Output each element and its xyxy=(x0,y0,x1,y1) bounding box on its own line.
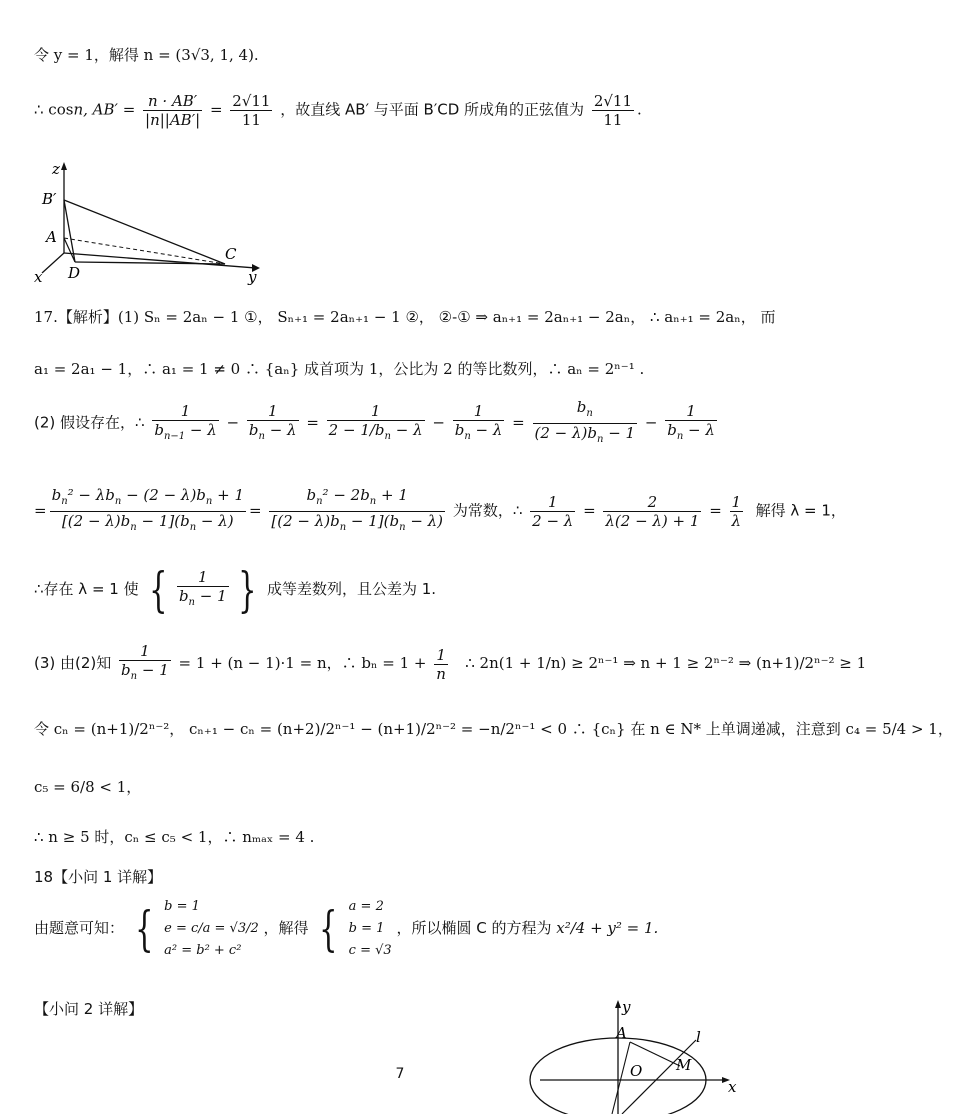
edge-a-c-dashed xyxy=(64,238,225,264)
label-a: A xyxy=(46,228,57,246)
label-x: x xyxy=(34,268,43,286)
label-y: y xyxy=(622,998,631,1016)
fraction-sine-value: $\frac{2√11}{11}$ xyxy=(593,92,633,129)
q17-part2-start: (2) 假设存在，∴ $\frac{1}{b_{n-1} - \lambda}$ − $\frac{1}{b_n - \lambda}$ = $\frac{1}{2 - 1/b_n - \lambda}$ − $\frac{1}{b_n - \lambda}$ = $\frac{b_n}{(2 - \lambda)b_n - 1}$ − $\frac{1}{b_n - \lambda}$ xyxy=(34,398,715,445)
q17-part1: 17.【解析】(1) Sₙ = 2aₙ − 1 ①， Sₙ₊₁ = 2aₙ₊₁ − 1 ②， ②-① ⇒ aₙ₊₁ = 2aₙ₊₁ − 2aₙ， ∴ aₙ₊₁ = 2aₙ， 而 xyxy=(34,308,776,326)
label-c: C xyxy=(225,245,237,263)
q17-part2-conclusion: ∴存在 λ = 1 使 { $\frac{1}{b_n - 1}$ } 成等差数列，且公差为 1. xyxy=(34,562,437,618)
q18-part1: 由题意可知： { b = 1 e = c/a = √3/2 a² = b² + c² ，解得 { a = 2 b = 1 c = √3 ，所以椭圆 C 的方程为 x²/4 + y² = 1. xyxy=(34,896,658,962)
label-x: x xyxy=(728,1078,737,1096)
q17-part1-conclusion: a₁ = 2a₁ − 1，∴ a₁ = 1 ≠ 0 ∴ {aₙ} 成首项为 1，公比为 2 的等比数列，∴ aₙ = 2ⁿ⁻¹ . xyxy=(34,360,645,378)
label-y: y xyxy=(248,268,257,286)
line-cos-formula: ∴ cosn, AB′ = $\frac{n \cdot AB'}{|n||AB'|}$ = $\frac{2√11}{11}$ ，故直线 AB′ 与平面 B′CD 所成角的正弦值为 $\frac{2√11}{11}$ . xyxy=(34,92,642,129)
line-solve-n: 令 y = 1，解得 n = (3√3, 1, 4). xyxy=(34,46,259,64)
figure-ellipse xyxy=(530,996,750,1114)
x-axis xyxy=(42,253,64,273)
system-solution: a = 2 b = 1 c = √3 xyxy=(348,899,392,958)
q17-part3-monotone: 令 cₙ = (n+1)/2ⁿ⁻²， cₙ₊₁ − cₙ = (n+2)/2ⁿ⁻¹ − (n+1)/2ⁿ⁻² = −n/2ⁿ⁻¹ < 0 ∴ {cₙ} 在 n ∈ N* 上单调递减，注意到 c₄ = 5/4 > 1， xyxy=(34,720,953,738)
label-d: D xyxy=(68,264,81,282)
q17-part3-answer: ∴ n ≥ 5 时，cₙ ≤ c₅ < 1，∴ nₘₐₓ = 4 . xyxy=(34,828,315,846)
page-number: 7 xyxy=(395,1066,405,1082)
fraction-cos: $\frac{n \cdot AB'}{|n||AB'|}$ xyxy=(145,92,201,129)
figure-3d-coordinates xyxy=(30,158,270,288)
q17-part3: (3) 由(2)知 $\frac{1}{b_n - 1}$ = 1 + (n − 1)·1 = n，∴ bₙ = 1 + $\frac{1}{n}$ ∴ 2n(1 + 1/n) ≥ 2ⁿ⁻¹ ⇒ n + 1 ≥ 2ⁿ⁻² ⇒ (n+1)/2ⁿ⁻² ≥ 1 xyxy=(34,642,867,683)
edge-d-c xyxy=(75,262,225,264)
q17-part3-c5: c₅ = 6/8 < 1， xyxy=(34,778,142,796)
label-a: A xyxy=(616,1024,627,1042)
q18-part2-heading: 【小问 2 详解】 xyxy=(34,1000,144,1018)
label-z: z xyxy=(52,160,60,178)
system-given: b = 1 e = c/a = √3/2 a² = b² + c² xyxy=(164,899,259,958)
label-o: O xyxy=(630,1062,643,1080)
q17-part2-simplify: = $\frac{b_n^2 - \lambda b_n - (2 - \lambda)b_n + 1}{[(2 - \lambda)b_n - 1](b_n - \lambda)}$ = $\frac{b_n^2 - 2b_n + 1}{[(2 - \lambda)b_n - 1](b_n - \lambda)}$ 为常数，∴ $\frac{1}{2 - \lambda}$ = $\frac{2}{\lambda(2 - \lambda) + 1}$ = $\frac{1}{\lambda}$ 解得 λ = 1， xyxy=(34,486,846,533)
label-b-prime: B′ xyxy=(42,190,57,208)
label-l: l xyxy=(696,1028,701,1046)
label-m: M xyxy=(676,1056,692,1074)
fraction-value: $\frac{2√11}{11}$ xyxy=(232,92,271,129)
q18-heading: 18【小问 1 详解】 xyxy=(34,868,163,886)
